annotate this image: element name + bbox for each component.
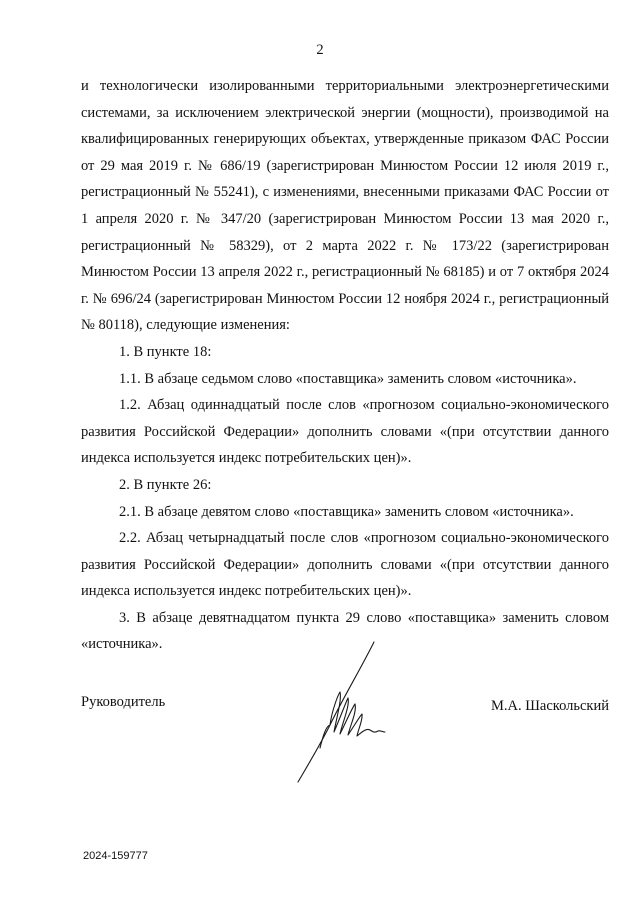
paragraph-item-2: 2. В пункте 26: xyxy=(119,476,212,493)
paragraph-item-1: 1. В пункте 18: xyxy=(119,343,212,360)
signer-position: Руководитель xyxy=(81,694,166,710)
paragraph-item-1-1: 1.1. В абзаце седьмом слово «поставщика» заменить словом «источника». xyxy=(119,370,577,387)
signer-name: М.А. Шаскольский xyxy=(491,698,609,714)
handwritten-signature xyxy=(290,640,400,785)
paragraph-intro: и технологически изолированными территориальными электроэнергетическими системами, за исключением электрической энергии (мощности), производимой на квалифицированных генерирующих объектах, утвержденные приказом ФАС России от 29 мая 2019 г. № 686/19 (зарегистрирован Минюстом России 12 июля 2019 г., регистрационный № 55241), с изменениями, внесенными приказами ФАС России от 1 апреля 2020 г. № 347/20 (зарегистрирован Минюстом России 13 мая 2020 г., регистрационный № 58329), от 2 марта 2022 г. № 173/22 (зарегистрирован Минюстом России 13 апреля 2022 г., регистрационный № 68185) и от 7 октября 2024 г. № 696/24 (зарегистрирован Минюстом России 12 ноября 2024 г., регистрационный № 80118), следующие изменения: xyxy=(81,78,609,334)
page-number: 2 xyxy=(316,42,324,58)
paragraph-item-2-2: 2.2. Абзац четырнадцатый после слов «прогнозом социально-экономического развития Российской Федерации» дополнить словами «(при отсутствии данного индекса используется индекс потребительских цен)». xyxy=(81,530,609,600)
paragraph-item-1-2: 1.2. Абзац одиннадцатый после слов «прогнозом социально-экономического развития Российской Федерации» дополнить словами «(при отсутствии данного индекса используется индекс потребительских цен)». xyxy=(81,397,609,467)
paragraph-item-2-1: 2.1. В абзаце девятом слово «поставщика» заменить словом «источника». xyxy=(119,503,574,520)
document-body xyxy=(81,73,609,658)
signature-block xyxy=(0,640,640,800)
paragraph-item-3: 3. В абзаце девятнадцатом пункта 29 слово «поставщика» заменить словом «источника». xyxy=(81,609,609,653)
document-registration-number: 2024-159777 xyxy=(83,850,148,862)
